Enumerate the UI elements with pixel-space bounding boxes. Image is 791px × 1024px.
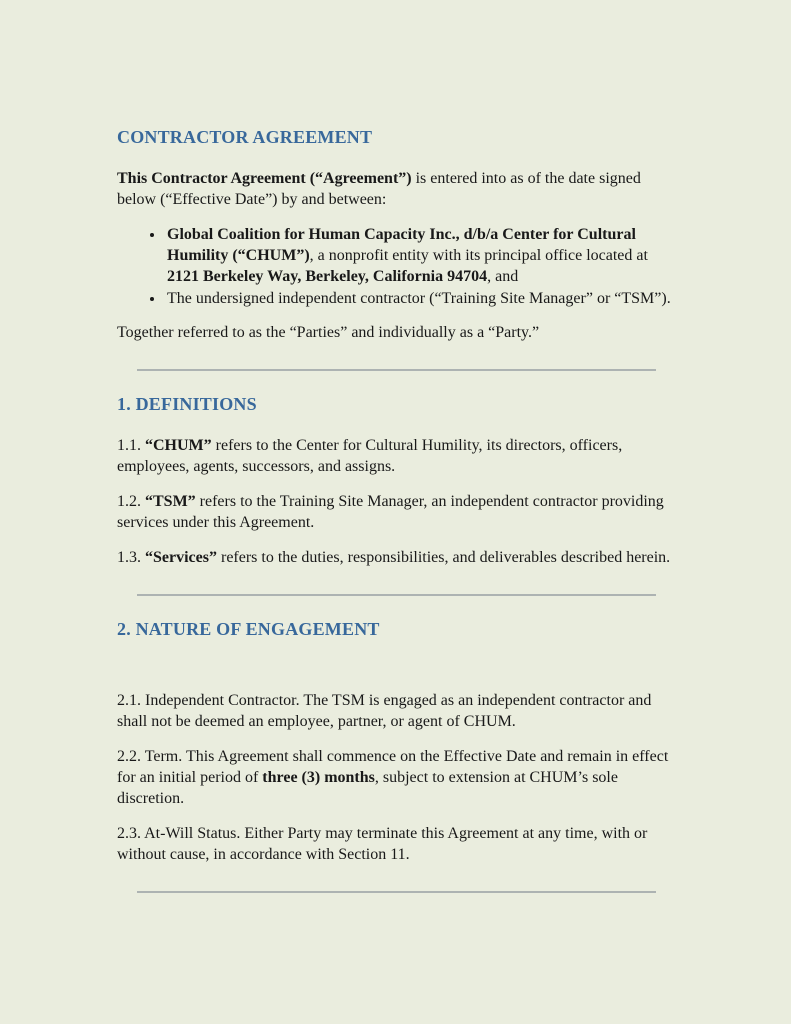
section-1-heading: 1. DEFINITIONS: [117, 394, 257, 414]
clause-text: , subject to extension at CHUM’s sole discretion.: [117, 769, 618, 807]
paragraph-2-3: 2.3. At-Will Status. Either Party may terminate this Agreement at any time, with or without cause, in accordance with Section 11.: [117, 825, 648, 863]
section-divider: [137, 891, 656, 893]
clause-text: refers to the duties, responsibilities, and deliverables described herein.: [216, 549, 671, 566]
intro-bold-text: This Contractor Agreement (“Agreement”): [117, 170, 412, 187]
paragraph-2-1: 2.1. Independent Contractor. The TSM is engaged as an independent contractor and shall not be deemed an employee, partner, or agent of CHUM.: [117, 692, 652, 730]
list-item-tsm-party: [165, 288, 674, 309]
party-name-bold: Global Coalition for Human Capacity Inc., d/b/a Center for Cultural Humility (“CHUM”): [167, 226, 636, 264]
clause-number: 1.1.: [117, 437, 145, 454]
intro-rest-text: is entered into as of the date signed below (“Effective Date”) by and between:: [117, 170, 641, 208]
paragraph-1-2: [117, 491, 674, 533]
section-divider: [137, 369, 656, 371]
paragraph-2-2: [117, 746, 674, 809]
defined-term: “TSM”: [145, 493, 196, 510]
defined-term: “CHUM”: [145, 437, 212, 454]
term-duration-bold: three (3) months: [262, 769, 375, 786]
document-title: CONTRACTOR AGREEMENT: [117, 127, 373, 147]
party-tsm-text: The undersigned independent contractor (“Training Site Manager” or “TSM”).: [167, 290, 671, 307]
parties-list: [117, 224, 674, 309]
intro-paragraph: [117, 168, 674, 210]
defined-term: “Services”: [145, 549, 217, 566]
list-item-chum-party: [165, 224, 674, 287]
together-paragraph: Together referred to as the “Parties” and individually as a “Party.”: [117, 324, 540, 341]
clause-text: refers to the Training Site Manager, an independent contractor providing services under this Agreement.: [117, 493, 664, 531]
party-mid-text: , a nonprofit entity with its principal office located at: [309, 247, 648, 264]
party-end-text: , and: [487, 268, 519, 285]
paragraph-1-3: [117, 547, 674, 568]
paragraph-1-1: [117, 435, 674, 477]
clause-number: 1.3.: [117, 549, 145, 566]
clause-text: 2.2. Term. This Agreement shall commence on the Effective Date and remain in effect for an initial period of: [117, 748, 669, 786]
clause-number: 1.2.: [117, 493, 145, 510]
section-divider: [137, 594, 656, 596]
party-address-bold: 2121 Berkeley Way, Berkeley, California 94704: [167, 268, 488, 285]
section-2-heading: 2. NATURE OF ENGAGEMENT: [117, 619, 380, 639]
clause-text: refers to the Center for Cultural Humility, its directors, officers, employees, agents, successors, and assigns.: [117, 437, 623, 475]
